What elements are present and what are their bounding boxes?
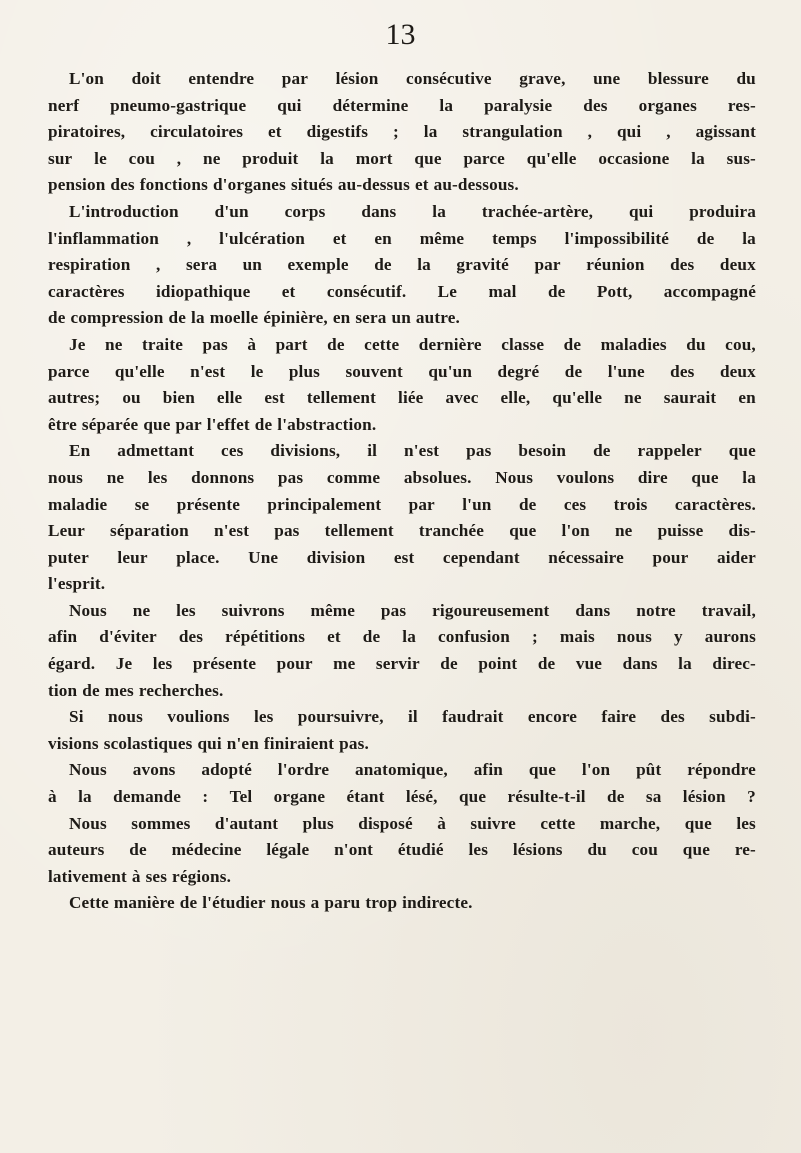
text-line: parce qu'elle n'est le plus souvent qu'un degré de l'une des deux (48, 361, 756, 381)
text-line: tion de mes recherches. (48, 680, 224, 700)
text-line: respiration , sera un exemple de la gravité par réunion des deux (48, 255, 756, 275)
text-line: égard. Je les présente pour me servir de point de vue dans la direc- (48, 654, 756, 674)
text-line: lativement à ses régions. (48, 866, 232, 886)
text-line: visions scolastiques qui n'en finiraient pas. (48, 733, 369, 753)
text-line: caractères idiopathique et consécutif. Le mal de Pott, accompagné (48, 281, 756, 301)
text-line: auteurs de médecine légale n'ont étudié les lésions du cou que re- (48, 840, 756, 860)
text-line: autres; ou bien elle est tellement liée avec elle, qu'elle ne saurait en (48, 388, 756, 408)
text-line: maladie se présente principalement par l'un de ces trois caractères. (48, 494, 756, 514)
text-line: L'on doit entendre par lésion consécutive grave, une blessure du (69, 69, 756, 88)
text-line: l'inflammation , l'ulcération et en même temps l'impossibilité de la (48, 228, 756, 248)
text-line: Si nous voulions les poursuivre, il faudrait encore faire des subdi- (69, 707, 756, 727)
text-line: être séparée que par l'effet de l'abstraction. (48, 414, 377, 434)
text-line: afin d'éviter des répétitions et de la confusion ; mais nous y aurons (48, 627, 756, 647)
text-line: pension des fonctions d'organes situés au-dessus et au-dessous. (48, 175, 519, 195)
text-line: piratoires, circulatoires et digestifs ; la strangulation , qui , agissant (48, 122, 756, 142)
text-line: nerf pneumo-gastrique qui détermine la paralysie des organes res- (48, 95, 756, 115)
text-line: Je ne traite pas à part de cette dernière classe de maladies du cou, (69, 334, 756, 354)
text-line: Nous sommes d'autant plus disposé à suivre cette marche, que les (69, 813, 756, 833)
body-text (48, 66, 756, 917)
text-line: nous ne les donnons pas comme absolues. Nous voulons dire que la (48, 467, 756, 487)
text-line: de compression de la moelle épinière, en sera un autre. (48, 308, 460, 328)
text-line: En admettant ces divisions, il n'est pas besoin de rappeler que (69, 441, 756, 461)
text-line: sur le cou , ne produit la mort que parce qu'elle occasione la sus- (48, 148, 756, 168)
text-line: Leur séparation n'est pas tellement tranchée que l'on ne puisse dis- (48, 521, 756, 541)
text-line: puter leur place. Une division est cependant nécessaire pour aider (48, 547, 756, 567)
text-line: Nous avons adopté l'ordre anatomique, afin que l'on pût répondre (69, 760, 756, 780)
page-number: 13 (385, 18, 416, 51)
text-line: L'introduction d'un corps dans la trachée-artère, qui produira (69, 201, 756, 221)
text-line: à la demande : Tel organe étant lésé, que résulte-t-il de sa lésion ? (48, 787, 756, 807)
text-line: l'esprit. (48, 574, 106, 594)
text-line: Cette manière de l'étudier nous a paru trop indirecte. (69, 893, 473, 913)
text-line: Nous ne les suivrons même pas rigoureusement dans notre travail, (69, 600, 756, 620)
